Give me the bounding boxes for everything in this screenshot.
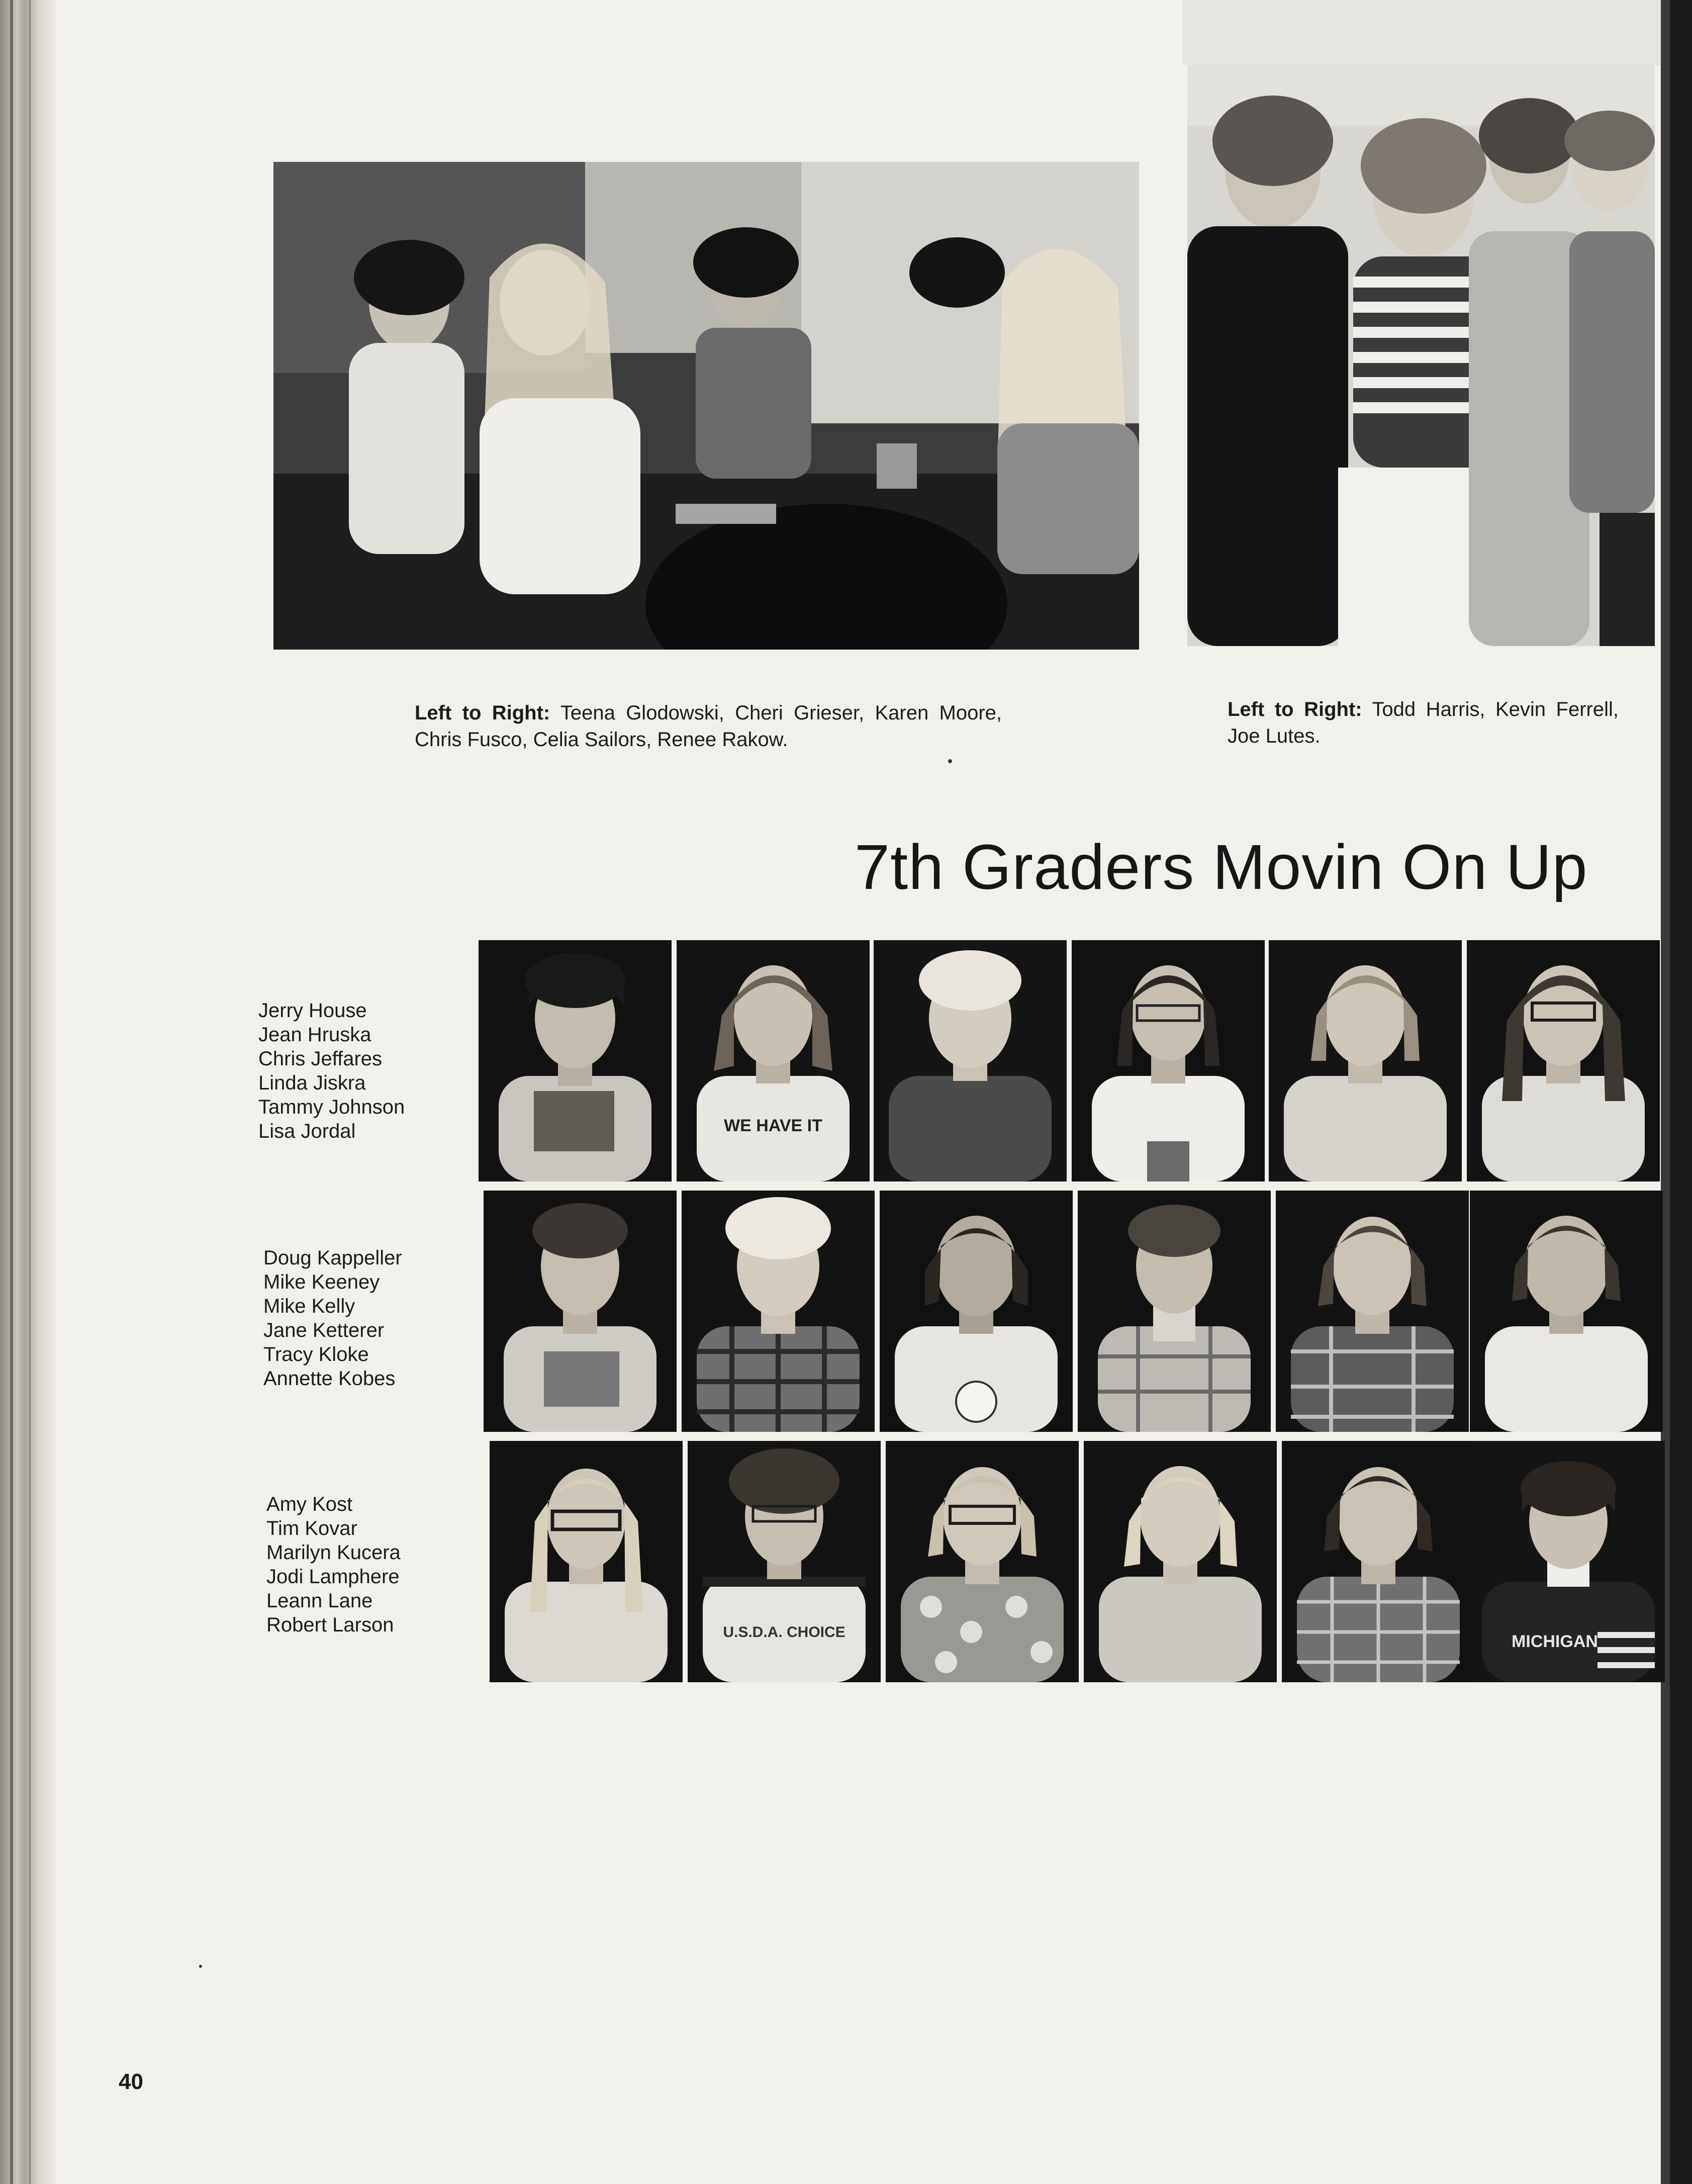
cafeteria-caption	[415, 700, 1002, 753]
portrait-row-3	[479, 1441, 1663, 1682]
student-portrait	[484, 1191, 677, 1432]
hallway-caption	[1228, 696, 1619, 750]
name-list-row-1	[258, 998, 405, 1143]
student-name: Tim Kovar	[266, 1517, 357, 1539]
student-portrait	[490, 1441, 683, 1682]
student-name: Robert Larson	[266, 1614, 394, 1636]
binding-shadow	[10, 0, 13, 2184]
student-portrait	[1078, 1191, 1271, 1432]
cafeteria-photo	[273, 162, 1139, 650]
student-portrait	[1472, 1441, 1665, 1682]
student-name: Linda Jiskra	[258, 1072, 366, 1094]
student-portrait	[880, 1191, 1073, 1432]
hallway-photo	[1187, 65, 1655, 646]
student-name: Jane Ketterer	[263, 1319, 385, 1341]
student-name: Jean Hruska	[258, 1024, 371, 1046]
page-top-tint	[1182, 0, 1670, 65]
print-speck	[199, 1965, 202, 1968]
shirt-print: WE HAVE IT	[724, 1116, 822, 1135]
student-portrait	[1470, 1191, 1663, 1432]
student-name: Lisa Jordal	[258, 1120, 356, 1142]
student-name: Leann Lane	[266, 1590, 373, 1612]
student-portrait	[1282, 1441, 1475, 1682]
student-name: Amy Kost	[266, 1493, 353, 1515]
student-name: Tammy Johnson	[258, 1096, 405, 1118]
page-edge	[1670, 0, 1692, 2184]
caption-names: Teena Glodowski, Cheri Grieser, Karen Moore, Chris Fusco, Celia Sailors, Renee Rakow.	[415, 702, 1002, 751]
student-portrait	[1269, 940, 1462, 1181]
shirt-print: U.S.D.A. CHOICE	[723, 1624, 845, 1641]
shirt-print: MICHIGAN	[1512, 1632, 1598, 1651]
student-name: Marilyn Kucera	[266, 1541, 401, 1564]
caption-lead: Left to Right:	[415, 702, 550, 724]
student-portrait	[874, 940, 1067, 1181]
student-portrait	[682, 1191, 875, 1432]
print-speck	[948, 759, 952, 763]
book-binding	[0, 0, 55, 2184]
binding-shadow	[29, 0, 31, 2184]
portrait-row-2	[479, 1191, 1663, 1432]
student-name: Mike Keeney	[263, 1271, 380, 1293]
student-name: Doug Kappeller	[263, 1247, 402, 1269]
page-title: 7th Graders Movin On Up	[855, 832, 1588, 902]
student-name: Tracy Kloke	[263, 1343, 369, 1366]
student-name: Chris Jeffares	[258, 1048, 383, 1070]
student-name: Annette Kobes	[263, 1368, 396, 1390]
student-name: Mike Kelly	[263, 1295, 355, 1317]
student-portrait	[688, 1441, 881, 1682]
caption-names: Todd Harris, Kevin Ferrell, Joe Lutes.	[1228, 698, 1619, 747]
name-list-row-3	[266, 1492, 401, 1637]
student-portrait	[1276, 1191, 1469, 1432]
caption-lead: Left to Right:	[1228, 698, 1362, 720]
student-portrait	[1072, 940, 1265, 1181]
portrait-grid	[479, 940, 1663, 1685]
student-portrait	[886, 1441, 1079, 1682]
student-name: Jodi Lamphere	[266, 1566, 400, 1588]
name-list-row-2	[263, 1246, 402, 1391]
student-portrait	[1084, 1441, 1277, 1682]
student-name: Jerry House	[258, 999, 367, 1022]
portrait-row-1	[479, 940, 1663, 1181]
student-portrait	[677, 940, 870, 1181]
student-portrait	[479, 940, 672, 1181]
page-number: 40	[119, 2069, 143, 2094]
student-portrait	[1467, 940, 1660, 1181]
